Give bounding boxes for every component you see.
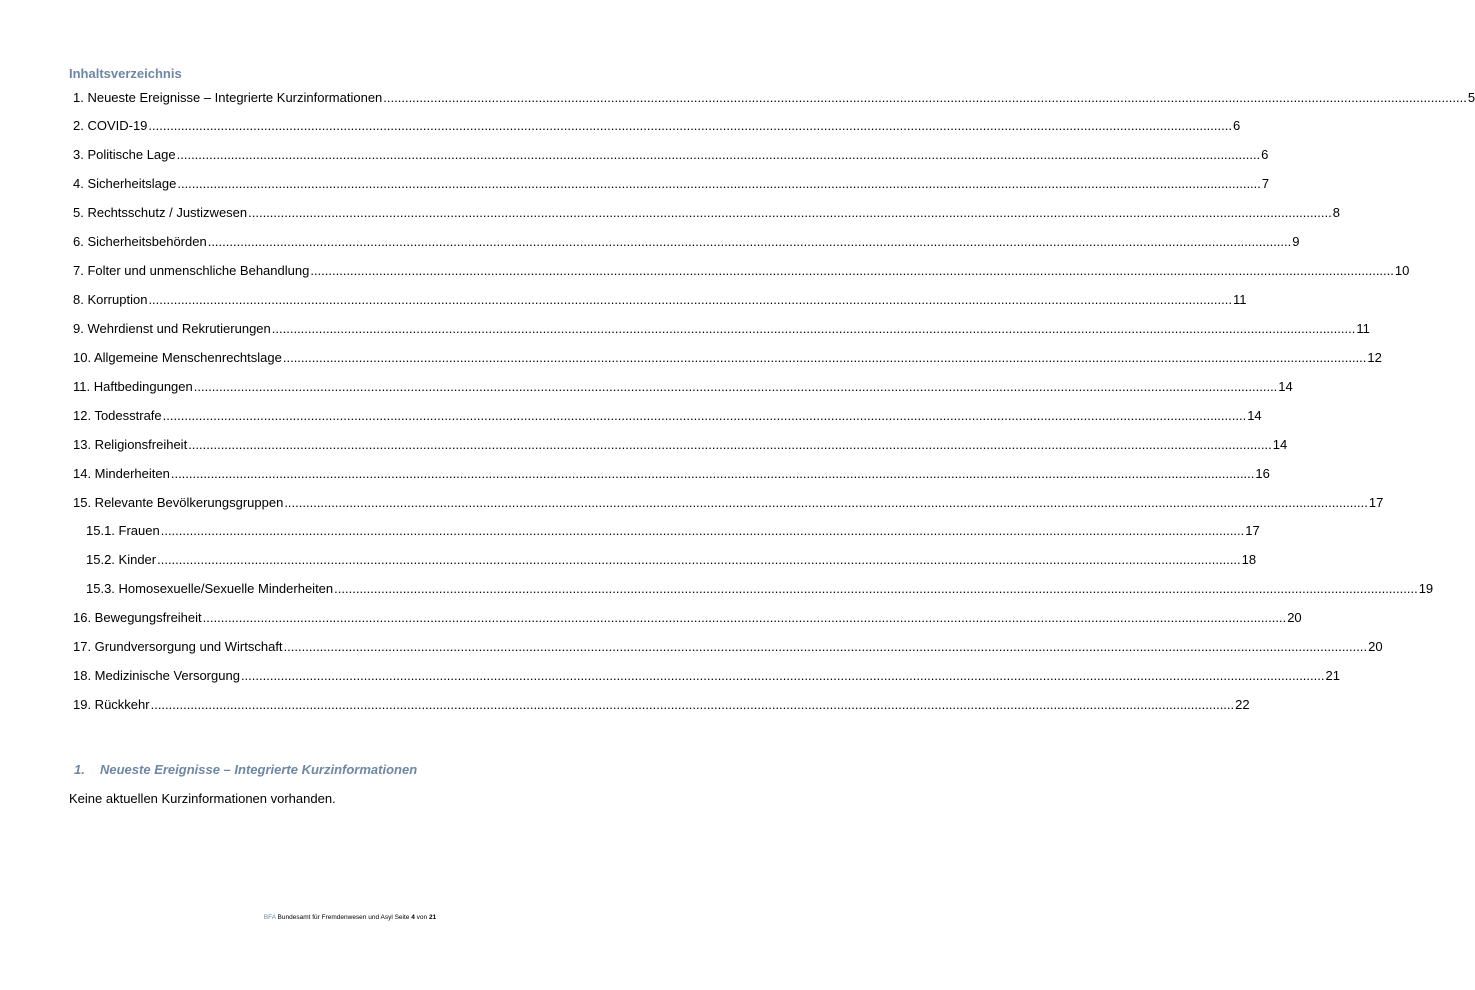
toc-entry-page: 18 [1241,552,1257,567]
toc-entry-page: 11 [1232,292,1247,307]
toc-leader: ............................................................................................................................................................................................................................................................................................................ [240,668,1325,683]
toc-leader: ............................................................................................................................................................................................................................................................................................................ [334,581,1418,596]
toc-entry-page: 19 [1418,581,1434,596]
toc-entry-page: 7 [1261,176,1270,191]
toc-entry-page: 16 [1255,466,1270,481]
toc-entry[interactable] [73,437,1288,453]
toc-entry-label: 10. Allgemeine Menschenrechtslage [73,350,282,365]
toc-entry-label: 13. Religionsfreiheit [73,437,188,452]
toc-entry-label: 3. Politische Lage [73,147,176,162]
toc-entry[interactable] [73,176,1270,192]
toc-entry-label: 11. Haftbedingungen [73,379,193,394]
toc-entry[interactable] [73,292,1247,308]
toc-entry-page: 20 [1287,610,1302,625]
toc-entry-page: 6 [1232,118,1241,133]
toc-leader: ............................................................................................................................................................................................................................................................................................................ [176,147,1261,162]
toc-entry-page: 8 [1332,205,1340,220]
toc-entry-page: 20 [1368,639,1383,654]
toc-entry-page: 17 [1368,495,1384,510]
toc-entry[interactable] [86,581,1434,597]
toc-entry[interactable] [73,408,1262,424]
toc-entry-label: 2. COVID-19 [73,118,148,133]
toc-entry[interactable] [86,523,1260,539]
toc-entry-label: 6. Sicherheitsbehörden [73,234,207,249]
toc-entry[interactable] [73,263,1410,279]
footer-of: von [416,914,428,921]
toc-entry-label: 19. Rückkehr [73,697,150,712]
toc-leader: ............................................................................................................................................................................................................................................................................................................ [148,292,1232,307]
toc-leader: ............................................................................................................................................................................................................................................................................................................ [160,523,1245,538]
toc-entry-page: 22 [1235,697,1250,712]
toc-entry-page: 9 [1292,234,1300,249]
toc-entry[interactable] [73,147,1269,163]
toc-entry[interactable] [73,639,1383,655]
toc-leader: ............................................................................................................................................................................................................................................................................................................ [150,697,1235,712]
toc-entry[interactable] [73,379,1293,395]
page-footer [0,914,700,921]
toc-leader: ............................................................................................................................................................................................................................................................................................................ [157,552,1241,567]
toc-leader: ............................................................................................................................................................................................................................................................................................................ [148,118,1232,133]
toc-entry-label: 9. Wehrdienst und Rekrutierungen [73,321,271,336]
toc-entry-label: 18. Medizinische Versorgung [73,668,240,683]
footer-page-number: 4 [411,914,415,921]
toc-entry-label: 7. Folter und unmenschliche Behandlung [73,263,310,278]
toc-entry-page: 11 [1356,321,1370,336]
section-heading [74,762,417,777]
footer-brand: BFA [263,914,276,921]
toc-entry-label: 8. Korruption [73,292,148,307]
toc-entry[interactable] [73,495,1384,511]
toc-entry-label: 12. Todesstrafe [73,408,162,423]
toc-entry-page: 12 [1367,350,1382,365]
toc-leader: ............................................................................................................................................................................................................................................................................................................ [283,639,1368,654]
toc-entry[interactable] [73,321,1370,337]
toc-leader: ............................................................................................................................................................................................................................................................................................................ [177,176,1261,191]
toc-entry-label: 4. Sicherheitslage [73,176,177,191]
toc-entry-label: 15.2. Kinder [86,552,157,567]
toc-leader: ............................................................................................................................................................................................................................................................................................................ [162,408,1247,423]
toc-entry[interactable] [73,610,1302,626]
toc-title: Inhaltsverzeichnis [69,66,182,81]
toc-leader: ............................................................................................................................................................................................................................................................................................................ [170,466,1255,481]
toc-leader: ............................................................................................................................................................................................................................................................................................................ [202,610,1287,625]
toc-entry[interactable] [73,118,1241,134]
toc-entry[interactable] [73,466,1270,482]
toc-entry-page: 14 [1247,408,1262,423]
toc-leader: ............................................................................................................................................................................................................................................................................................................ [207,234,1292,249]
toc-leader: ............................................................................................................................................................................................................................................................................................................ [248,205,1332,220]
toc-entry-label: 15.1. Frauen [86,523,160,538]
toc-leader: ............................................................................................................................................................................................................................................................................................................ [282,350,1367,365]
toc-entry-label: 16. Bewegungsfreiheit [73,610,202,625]
toc-entry-page: 17 [1245,523,1260,538]
toc-leader: ............................................................................................................................................................................................................................................................................................................ [310,263,1394,278]
toc-entry-label: 5. Rechtsschutz / Justizwesen [73,205,248,220]
footer-total-pages: 21 [428,914,437,921]
toc-entry[interactable] [73,697,1250,713]
toc-entry-page: 14 [1278,379,1293,394]
toc-entry[interactable] [73,205,1340,221]
section-number: 1. [74,762,85,777]
toc-entry-label: 17. Grundversorgung und Wirtschaft [73,639,283,654]
toc-leader: ............................................................................................................................................................................................................................................................................................................ [383,90,1467,105]
toc-entry-page: 14 [1272,437,1288,452]
footer-text: Bundesamt für Fremdenwesen und Asyl Seite [277,914,410,921]
toc-entry-page: 10 [1394,263,1410,278]
toc-entry[interactable] [73,234,1300,250]
toc-entry[interactable] [73,668,1340,684]
toc-entry-label: 14. Minderheiten [73,466,170,481]
toc-entry[interactable] [73,90,1475,106]
toc-leader: ............................................................................................................................................................................................................................................................................................................ [271,321,1356,336]
toc-entry-page: 21 [1325,668,1340,683]
toc-entry[interactable] [86,552,1257,568]
section-body-text: Keine aktuellen Kurzinformationen vorhanden. [69,791,336,806]
toc-entry-page: 6 [1261,147,1269,162]
toc-entry-label: 15.3. Homosexuelle/Sexuelle Minderheiten [86,581,334,596]
toc-entry-label: 1. Neueste Ereignisse – Integrierte Kurzinformationen [73,90,383,105]
toc-leader: ............................................................................................................................................................................................................................................................................................................ [284,495,1368,510]
toc-leader: ............................................................................................................................................................................................................................................................................................................ [193,379,1278,394]
toc-leader: ............................................................................................................................................................................................................................................................................................................ [188,437,1272,452]
toc-entry-label: 15. Relevante Bevölkerungsgruppen [73,495,284,510]
toc-entry-page: 5 [1467,90,1475,105]
section-title: Neueste Ereignisse – Integrierte Kurzinformationen [100,762,418,777]
toc-entry[interactable] [73,350,1382,366]
